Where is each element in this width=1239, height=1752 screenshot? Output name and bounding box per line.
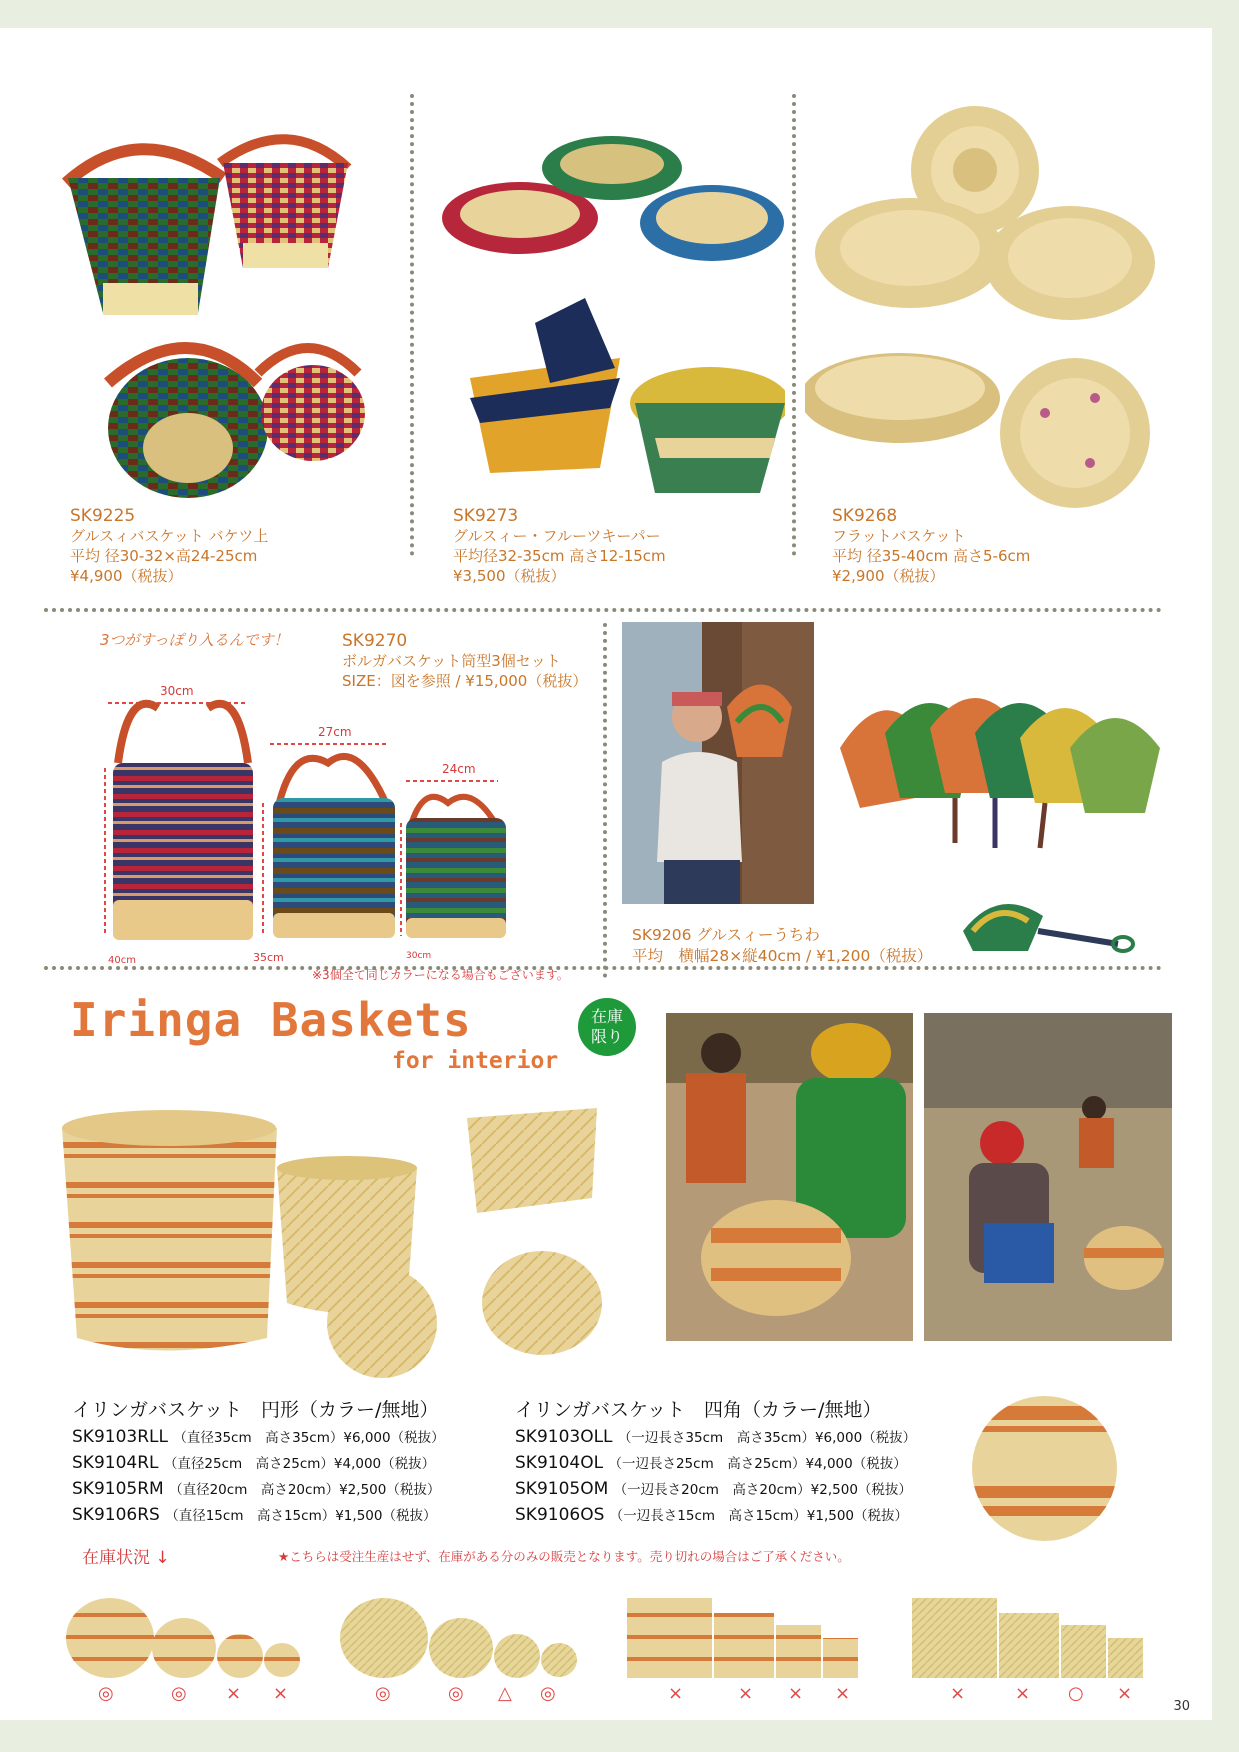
list-item: SK9105OM （一辺長さ20cm 高さ20cm）¥2,500（税抜） bbox=[515, 1479, 912, 1499]
stock-status: × bbox=[835, 1683, 851, 1704]
product-sk9268 bbox=[832, 506, 1030, 586]
product-code: SK9270 bbox=[342, 631, 408, 651]
product-size: SIZE：図を参照 / ¥15,000（税抜） bbox=[342, 672, 588, 690]
divider bbox=[44, 966, 1162, 970]
weaver-photo-2 bbox=[924, 1013, 1172, 1341]
single-fan-photo bbox=[958, 886, 1138, 956]
divider bbox=[603, 623, 607, 978]
stock-status: ◎ bbox=[375, 1683, 391, 1704]
stock-status-label: 在庫状況 ↓ bbox=[82, 1548, 170, 1568]
product-price: ¥4,900（税抜） bbox=[70, 567, 183, 585]
stock-status: × bbox=[788, 1683, 804, 1704]
dim-height-3: 30cm bbox=[406, 951, 432, 961]
stock-status: × bbox=[1117, 1683, 1133, 1704]
fan-model-photo bbox=[622, 622, 814, 904]
list-item: SK9106RS （直径15cm 高さ15cm）¥1,500（税抜） bbox=[72, 1505, 437, 1525]
product-name: SK9206 グルスィーうちわ bbox=[632, 926, 820, 944]
handwritten-note: 3つがすっぽり入るんです！ bbox=[100, 631, 289, 649]
product-name: フラットバスケット bbox=[832, 527, 966, 545]
stock-status: × bbox=[1015, 1683, 1031, 1704]
product-size: 平均 径30-32×高24-25cm bbox=[70, 547, 258, 565]
product-code: SK9225 bbox=[70, 506, 136, 526]
stock-status: × bbox=[738, 1683, 754, 1704]
iringa-square-list bbox=[515, 1398, 916, 1529]
product-size: 平均 横幅28×縦40cm / ¥1,200（税抜） bbox=[632, 947, 933, 965]
list-item: SK9105RM （直径20cm 高さ20cm）¥2,500（税抜） bbox=[72, 1479, 441, 1499]
bucket-basket-photo bbox=[48, 123, 400, 523]
product-sk9225 bbox=[70, 506, 268, 586]
stock-status: ◎ bbox=[448, 1683, 464, 1704]
weaver-photo-1 bbox=[666, 1013, 913, 1341]
page-number: 30 bbox=[1173, 1699, 1190, 1714]
dim-height-1: 40cm bbox=[108, 955, 136, 966]
stock-status: × bbox=[273, 1683, 289, 1704]
divider bbox=[44, 608, 1162, 612]
square-list-heading: イリンガバスケット 四角（カラー/無地） bbox=[515, 1399, 882, 1421]
product-price: ¥3,500（税抜） bbox=[453, 567, 566, 585]
dim-width-2: 27cm bbox=[318, 725, 352, 739]
stock-status: ◎ bbox=[171, 1683, 187, 1704]
stock-status: × bbox=[950, 1683, 966, 1704]
iringa-basket-photo bbox=[62, 1088, 622, 1378]
product-price: ¥2,900（税抜） bbox=[832, 567, 945, 585]
stock-status: × bbox=[226, 1683, 242, 1704]
product-sk9273 bbox=[453, 506, 666, 586]
round-list-heading: イリンガバスケット 円形（カラー/無地） bbox=[72, 1399, 439, 1421]
stock-status: ◎ bbox=[98, 1683, 114, 1704]
catalog-page bbox=[0, 28, 1212, 1720]
weave-closeup-photo bbox=[972, 1396, 1117, 1541]
list-item: SK9104RL （直径25cm 高さ25cm）¥4,000（税抜） bbox=[72, 1453, 436, 1473]
list-item: SK9106OS （一辺長さ15cm 高さ15cm）¥1,500（税抜） bbox=[515, 1505, 909, 1525]
dim-width-1: 30cm bbox=[160, 684, 194, 698]
iringa-subtitle: for interior bbox=[392, 1048, 559, 1074]
limited-stock-badge: 在庫限り bbox=[578, 998, 636, 1056]
product-code: SK9268 bbox=[832, 506, 898, 526]
product-size: 平均径32-35cm 高さ12-15cm bbox=[453, 547, 666, 565]
stock-basket-row bbox=[62, 1583, 1152, 1683]
list-item: SK9104OL （一辺長さ25cm 高さ25cm）¥4,000（税抜） bbox=[515, 1453, 907, 1473]
product-size: 平均 径35-40cm 高さ5-6cm bbox=[832, 547, 1031, 565]
product-code: SK9273 bbox=[453, 506, 519, 526]
stock-status: × bbox=[668, 1683, 684, 1704]
stock-status: ◎ bbox=[540, 1683, 556, 1704]
iringa-title: Iringa Baskets bbox=[70, 993, 472, 1047]
product-name: グルスィー・フルーツキーパー bbox=[453, 527, 661, 545]
list-item: SK9103RLL （直径35cm 高さ35cm）¥6,000（税抜） bbox=[72, 1427, 445, 1447]
bolga-basket-diagram bbox=[88, 668, 508, 968]
product-name: ボルガバスケット筒型3個セット bbox=[342, 652, 561, 670]
list-item: SK9103OLL （一辺長さ35cm 高さ35cm）¥6,000（税抜） bbox=[515, 1427, 917, 1447]
stock-note: ★こちらは受注生産はせず、在庫がある分のみの販売となります。売り切れの場合はご了承ください。 bbox=[278, 1549, 850, 1564]
fruit-keeper-photo bbox=[440, 108, 785, 508]
stock-status: △ bbox=[498, 1683, 512, 1704]
iringa-round-list bbox=[72, 1398, 445, 1529]
flat-basket-photo bbox=[805, 98, 1160, 518]
product-name: グルスィバスケット バケツ上 bbox=[70, 527, 269, 545]
bolga-color-note: ※3個全て同じカラーになる場合もございます。 bbox=[312, 968, 569, 982]
divider bbox=[792, 94, 796, 556]
divider bbox=[410, 94, 414, 556]
dim-width-3: 24cm bbox=[442, 762, 476, 776]
fan-photo bbox=[835, 678, 1165, 858]
dim-height-2: 35cm bbox=[253, 951, 284, 964]
stock-status: ○ bbox=[1068, 1683, 1084, 1704]
product-sk9206 bbox=[632, 925, 932, 967]
